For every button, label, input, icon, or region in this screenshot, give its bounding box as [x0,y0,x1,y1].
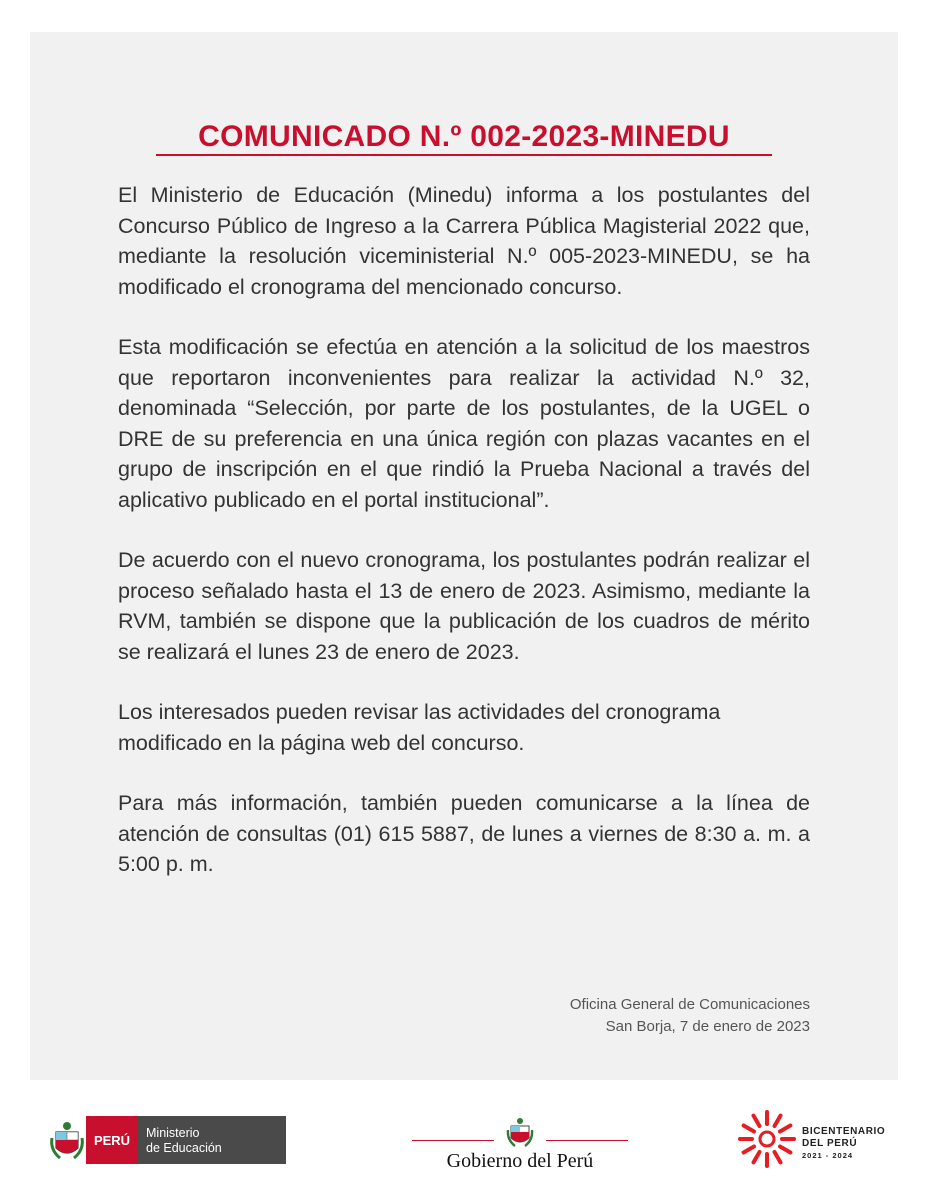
gobierno-logo [412,1114,628,1174]
minedu-logo [48,1116,286,1164]
paragraph-3: De acuerdo con el nuevo cronograma, los postulantes podrán realizar el proceso señalado hasta el 13 de enero de 2023. Asimismo, mediante la RVM, también se dispone que la publicación de los cuadros de mérito se realizará el lunes 23 de enero de 2023. [118,548,810,664]
title-underline [156,154,772,156]
coat-of-arms-small-icon [505,1116,535,1150]
paragraph-2: Esta modificación se efectúa en atención a la solicitud de los maestros que reportaron inconvenientes para realizar la actividad N.º 32, denominada “Selección, por parte de los postulantes, de la UGEL o DRE de su preferencia en una única región con plazas vacantes en el grupo de inscripción en el que rindió la Prueba Nacional a través del aplicativo publicado en el portal institucional”. [118,335,810,512]
communique-body [118,180,810,910]
communique-panel [30,32,898,1080]
footer [0,1080,927,1200]
gobierno-text: Gobierno del Perú [446,1150,594,1172]
paragraph-5: Para más información, también pueden comunicarse a la línea de atención de consultas (01) 615 5887, de lunes a viernes de 8:30 a. m. a 5:00 p. m. [118,791,810,876]
peru-label: PERÚ [86,1116,138,1164]
gob-divider-right [546,1140,628,1141]
ministry-line-2: de Educación [146,1141,222,1155]
bicentenario-line-2: DEL PERÚ [802,1138,858,1149]
bicentenario-text [802,1126,885,1162]
bicentenario-logo [736,1108,896,1172]
signature-place-date: San Borja, 7 de enero de 2023 [605,1018,810,1035]
paragraph-1: El Ministerio de Educación (Minedu) informa a los postulantes del Concurso Público de Ingreso a la Carrera Pública Magisterial 2022 que, mediante la resolución viceministerial N.º 005-2023-MINEDU, se ha modificado el cronograma del mencionado concurso. [118,183,810,299]
ministry-line-1: Ministerio [146,1126,200,1140]
paragraph-4: Los interesados pueden revisar las actividades del cronograma modificado en la página web del concurso. [118,700,721,755]
signature-block [570,994,810,1038]
signature-office: Oficina General de Comunicaciones [569,996,810,1013]
communique-title: COMUNICADO N.º 002-2023-MINEDU [198,120,730,153]
ministry-label [138,1116,286,1164]
bicentenario-years: 2021 - 2024 [802,1151,854,1160]
bicentenario-line-1: BICENTENARIO [802,1126,886,1137]
bicentenario-sun-icon [736,1108,798,1170]
coat-of-arms-icon [48,1116,86,1164]
gob-divider-left [412,1140,494,1141]
